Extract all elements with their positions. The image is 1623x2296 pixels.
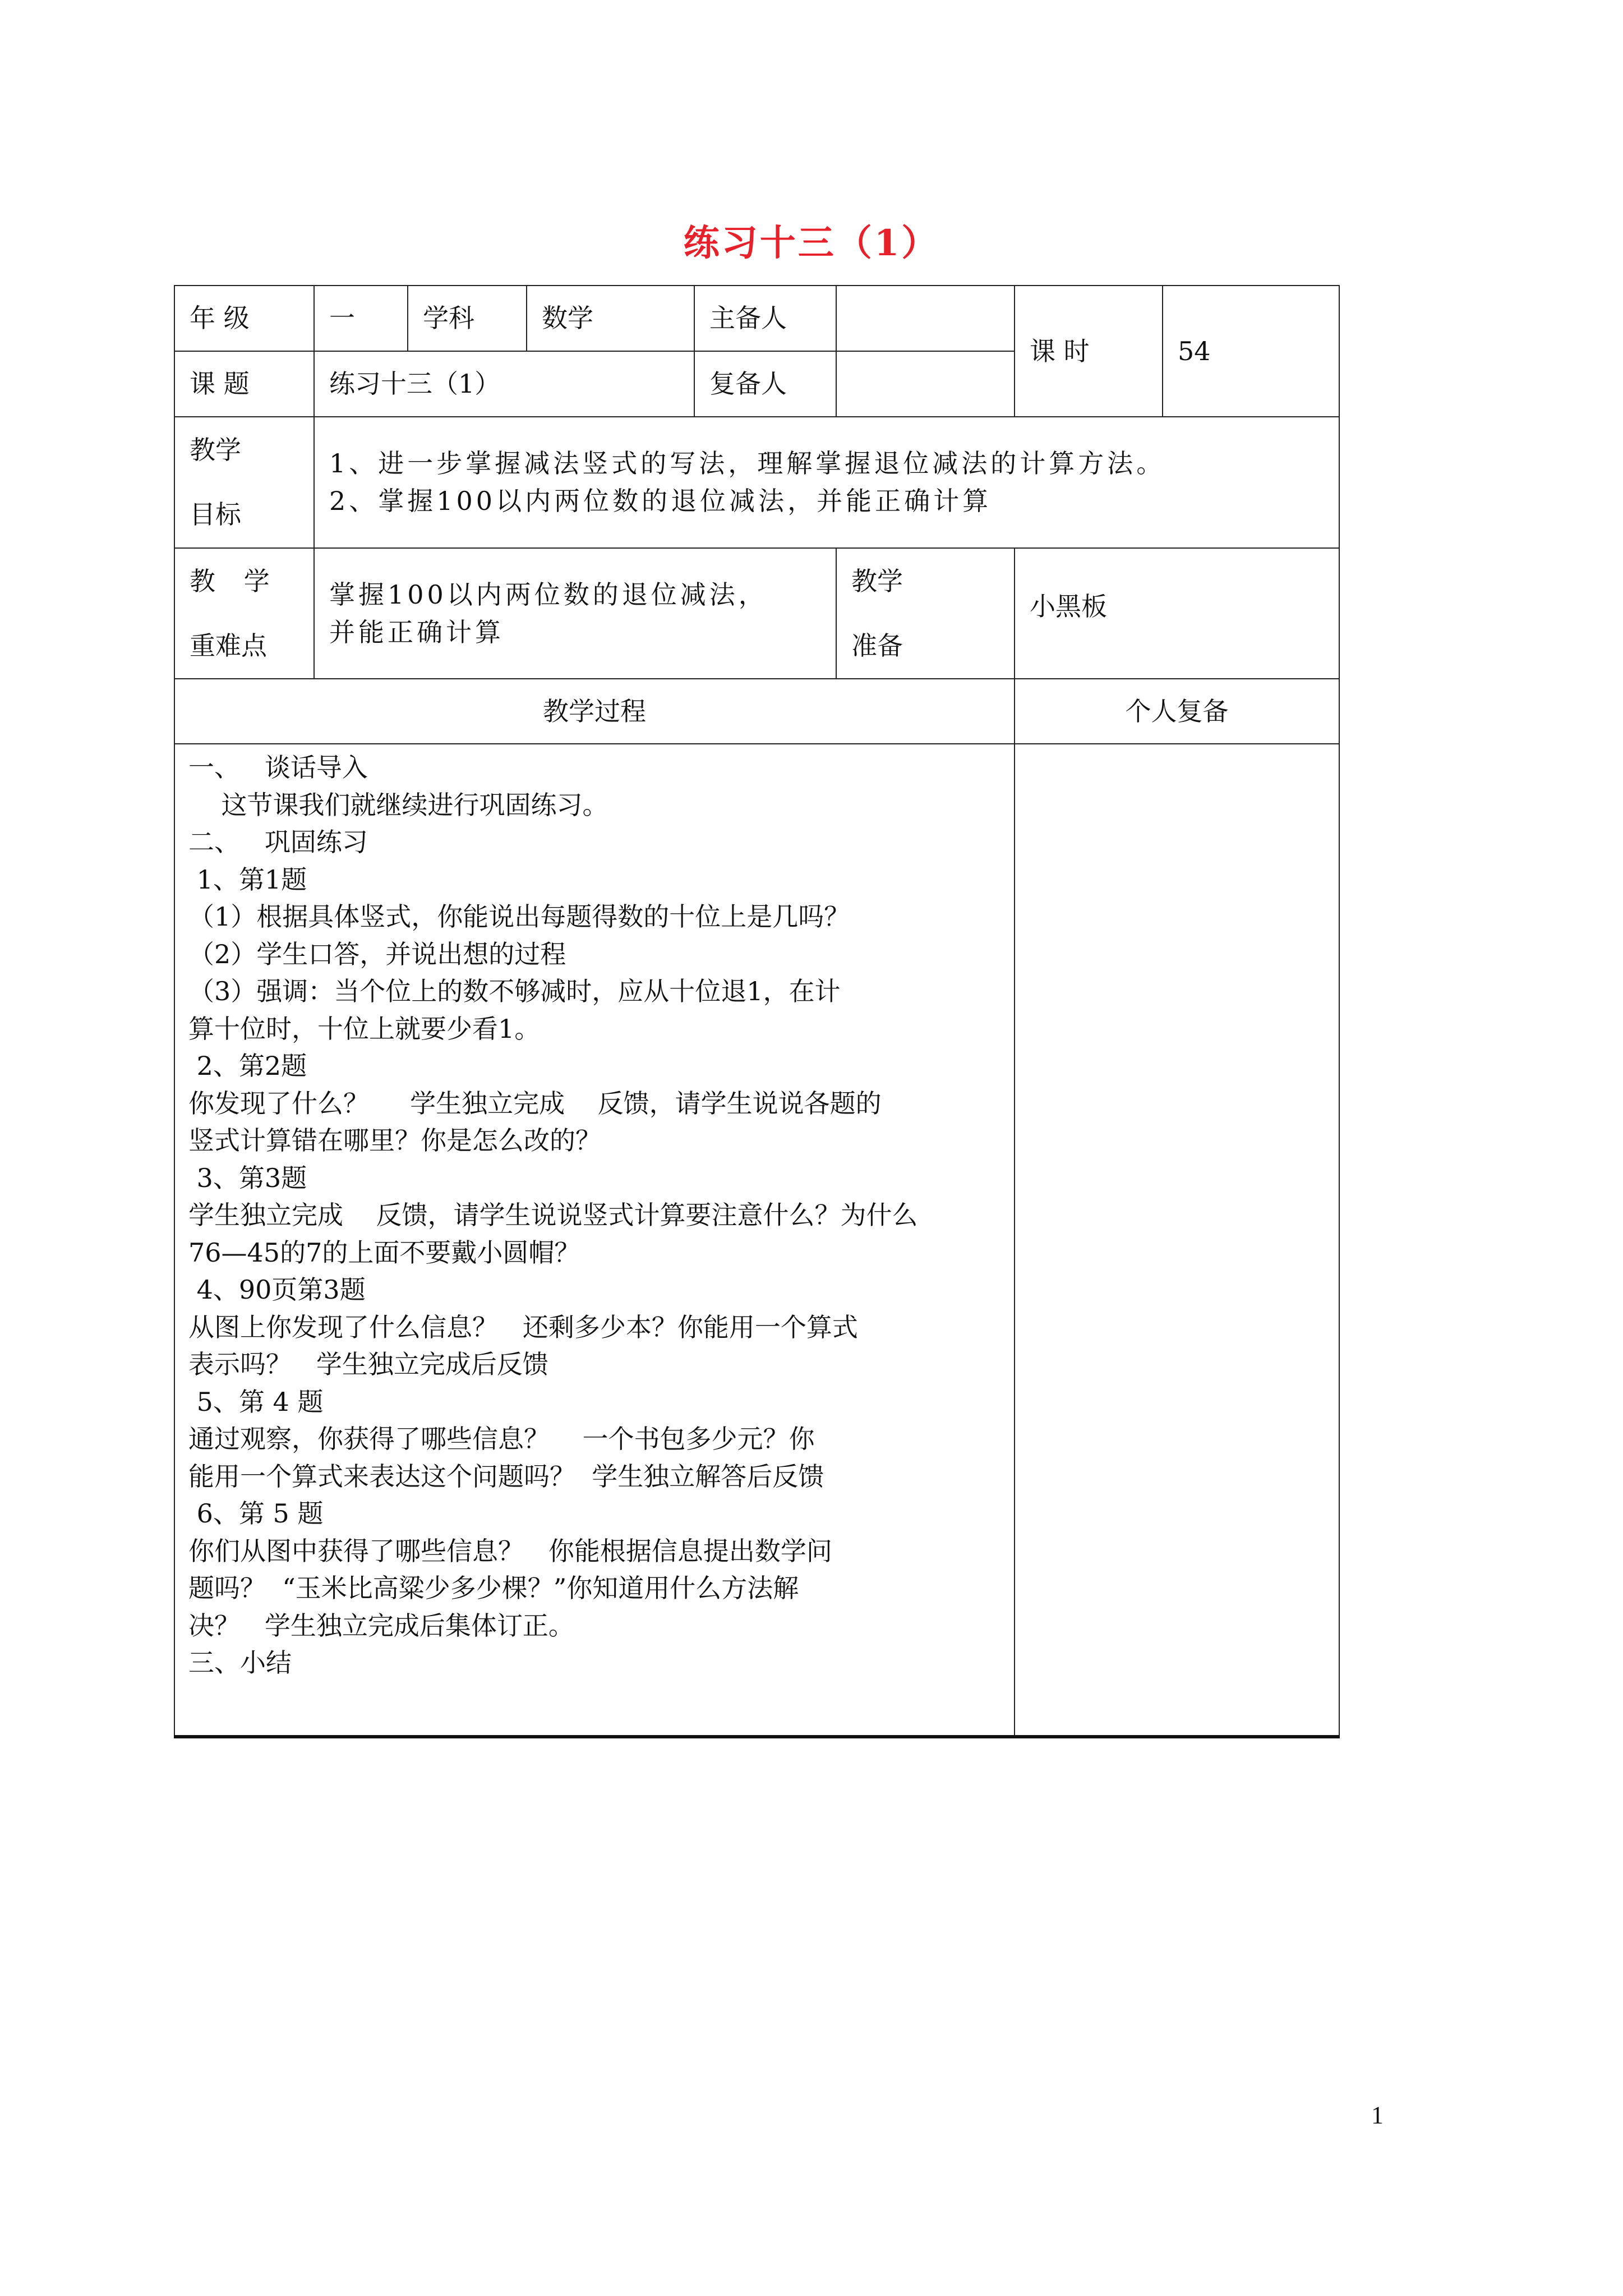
key-points-label (174, 548, 314, 679)
personal-review-notes (1015, 744, 1339, 1737)
grade-value: 一 (314, 286, 408, 351)
process-line: 表示吗？ 学生独立完成后反馈 (188, 1349, 548, 1379)
process-line: （2）学生口答，并说出想的过程 (188, 938, 566, 969)
process-line: 二、 巩固练习 (188, 827, 368, 857)
process-line: 4、90页第3题 (188, 1274, 366, 1305)
goals-label-line2: 目标 (190, 499, 241, 530)
subject-label: 学科 (408, 286, 527, 351)
process-line: 学生独立完成 反馈，请学生说说竖式计算要注意什么？为什么 (188, 1200, 918, 1230)
teaching-process-content (174, 744, 1015, 1737)
key-points-label-line2: 重难点 (190, 630, 267, 661)
main-preparer-value (836, 286, 1015, 351)
process-body-row (174, 744, 1339, 1737)
process-line: 决？ 学生独立完成后集体订正。 (188, 1610, 574, 1641)
teaching-prep-label (836, 548, 1015, 679)
teaching-process-heading: 教学过程 (174, 679, 1015, 744)
co-preparer-label: 复备人 (694, 351, 836, 417)
key-points-row (174, 548, 1339, 679)
process-line: 通过观察，你获得了哪些信息？ 一个书包多少元？你 (188, 1424, 815, 1454)
goal-item-2: 2、掌握100以内两位数的退位减法，并能正确计算 (329, 486, 992, 516)
key-points-content (314, 548, 836, 679)
process-line: 一、 谈话导入 (188, 752, 368, 783)
goal-item-1: 1、进一步掌握减法竖式的写法，理解掌握退位减法的计算方法。 (329, 448, 1166, 479)
goals-row (174, 417, 1339, 548)
teaching-prep-value: 小黑板 (1015, 548, 1339, 679)
process-line: 能用一个算式来表达这个问题吗？ 学生独立解答后反馈 (188, 1461, 824, 1492)
process-line: 1、第1题 (188, 864, 307, 895)
goals-label (174, 417, 314, 548)
lesson-plan-table (174, 285, 1340, 1738)
lesson-hour-label: 课 时 (1015, 286, 1163, 417)
process-line: 这节课我们就继续进行巩固练习。 (188, 789, 608, 820)
main-preparer-label: 主备人 (694, 286, 836, 351)
process-line: 2、第2题 (188, 1051, 307, 1081)
process-line: 5、第 4 题 (188, 1386, 324, 1417)
goals-content (314, 417, 1339, 548)
key-points-line2: 并能正确计算 (329, 616, 504, 647)
process-line: 你发现了什么？ 学生独立完成 反馈，请学生说说各题的 (188, 1088, 882, 1119)
grade-label: 年 级 (174, 286, 314, 351)
page-title: 练习十三（1） (683, 222, 940, 264)
process-line: 题吗？ “玉米比高粱少多少棵？”你知道用什么方法解 (188, 1573, 799, 1603)
topic-value: 练习十三（1） (314, 351, 694, 417)
process-header-row (174, 679, 1339, 744)
teaching-prep-label-line2: 准备 (851, 630, 903, 661)
process-line: 竖式计算错在哪里？你是怎么改的？ (188, 1125, 601, 1156)
process-line: 算十位时，十位上就要少看1。 (188, 1013, 541, 1044)
co-preparer-value (836, 351, 1015, 417)
teaching-prep-label-line1: 教学 (851, 565, 903, 596)
process-line: 76—45的7的上面不要戴小圆帽？ (188, 1237, 580, 1268)
personal-review-heading: 个人复备 (1015, 679, 1339, 744)
goals-label-line1: 教学 (190, 435, 241, 465)
process-line: 你们从图中获得了哪些信息？ 你能根据信息提出数学问 (188, 1535, 832, 1566)
process-line: 三、小结 (188, 1648, 292, 1678)
page-number: 1 (1371, 2101, 1384, 2129)
header-row-1 (174, 286, 1339, 351)
key-points-line1: 掌握100以内两位数的退位减法， (329, 579, 768, 610)
key-points-label-line1: 教 学 (190, 565, 280, 596)
process-line: （3）强调：当个位上的数不够减时，应从十位退1，在计 (188, 976, 841, 1006)
topic-label: 课 题 (174, 351, 314, 417)
process-line: 6、第 5 题 (188, 1498, 324, 1529)
lesson-hour-value: 54 (1163, 286, 1339, 417)
subject-value: 数学 (527, 286, 694, 351)
process-line: 3、第3题 (188, 1162, 307, 1193)
process-line: 从图上你发现了什么信息？ 还剩多少本？你能用一个算式 (188, 1312, 858, 1342)
process-line: （1）根据具体竖式，你能说出每题得数的十位上是几吗？ (188, 901, 850, 932)
